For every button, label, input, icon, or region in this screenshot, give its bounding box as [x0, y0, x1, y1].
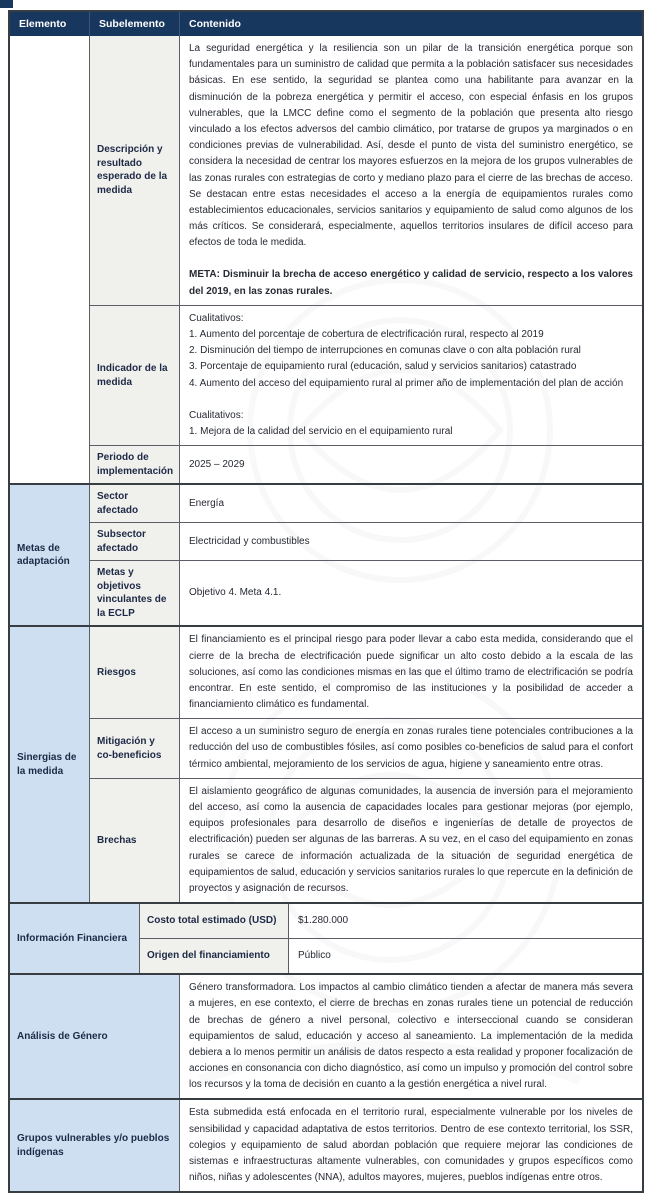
group-informacion-financiera — [10, 902, 642, 973]
row-costo-total — [140, 904, 642, 938]
subelement-subsector-label: Subsector afectado — [90, 523, 180, 560]
content-descripcion — [180, 36, 642, 305]
subelement-costo-label: Costo total estimado (USD) — [140, 904, 289, 938]
content-origen: Público — [298, 950, 331, 962]
content-brechas: El aislamiento geográfico de algunas comunidades, la ausencia de inversión para el mejoramiento del acceso, así como la ausencia de capacidades locales para gestionar mejoras (por ejemplo, equipos profesionales para desarrollo de diseños e ingenierías de detalle de proyectos de electrificación) pueden ser algunas de las barreras. A su vez, en el caso del equipamiento en zonas rurales se carece de información actualizada de la situación de seguridad energética de equipamientos de salud, educación y servicios sanitarios rurales lo que repercute en la definición de proyectos y asignación de recursos. — [189, 785, 633, 894]
row-subsector-afectado — [90, 522, 642, 560]
row-mitigacion — [90, 718, 642, 778]
subelement-brechas-label: Brechas — [90, 779, 180, 902]
row-brechas — [90, 778, 642, 902]
group-metas-adaptacion — [10, 483, 642, 625]
header-subelemento: Subelemento — [90, 12, 180, 36]
subelement-descripcion-label: Descripción y resultado esperado de la medida — [90, 36, 180, 305]
element-informacion-financiera: Información Financiera — [10, 904, 140, 973]
row-grupos-vulnerables — [180, 1100, 642, 1191]
content-sector: Energía — [189, 497, 225, 509]
table-header-row — [10, 12, 642, 36]
content-riesgos: El financiamiento es el principal riesgo para poder llevar a cabo esta medida, considerando que el cierre de la brecha de electrificación puede significar un alto costo debido a la escala de las soluciones, así como las condiciones mismas en las que el último tramo de electrificación se podría encontrar. En este sentido, el compromiso de las instituciones y la posibilidad de acceder a financiamiento climático es fundamental. — [189, 634, 633, 711]
row-metas-eclp — [90, 560, 642, 625]
element-cell-empty — [10, 36, 90, 483]
row-analisis-genero — [180, 975, 642, 1098]
descripcion-body: La seguridad energética y la resiliencia son un pilar de la transición energética porque son fundamentales para un suministro de calidad que permita a la población satisfacer sus necesidades básicas. En ese sentido, la seguridad se plantea como una habilitante para avanzar en la disminución de la pobreza energética y permitir el acceso, con especial énfasis en los grupos vulnerables, que la LMCC define como el segmento de la población que presenta alto riesgo vinculado a los efectos adversos del cambio climático, por tratarse de grupos ya marginados o en condiciones previas de vulnerabilidad. Así, desde el punto de vista del suministro energético, se considera la necesidad de centrar los mayores esfuerzos en la mejora de los grupos vulnerables de las zonas rurales con estrategias de corto y mediano plazo para el cierre de las brechas de acceso. Se destacan entre estas necesidades el acceso a la energía de equipamientos rurales como establecimientos educacionales, servicios sanitarios y equipamiento de salud como algunos de los más críticos. Se considerará, especialmente, aquellos territorios insulares de difícil acceso para efectos de toda le medida. — [189, 43, 633, 249]
measure-table — [8, 10, 644, 1193]
content-subsector: Electricidad y combustibles — [189, 535, 310, 547]
content-grupos-vulnerables: Esta submedida está enfocada en el territorio rural, especialmente vulnerable por los niveles de sensibilidad y capacidad adaptativa de estos territorios. Dentro de ese contexto territorial, los SSR, colegios y equipamiento de salud abordan población que requiere mejorar las condiciones de sistemas e infraestructuras altamente vulnerables, con comunidades y grupos específicos como niños, niñas y adolescentes (NNA), adultos mayores, mujeres, pueblos indígenas entre otros. — [189, 1107, 633, 1184]
subelement-sector-label: Sector afectado — [90, 485, 180, 522]
group-sinergias — [10, 625, 642, 902]
content-periodo: 2025 – 2029 — [189, 458, 245, 470]
row-periodo — [90, 445, 642, 483]
subelement-periodo-label: Periodo de implementación — [90, 446, 180, 483]
descripcion-meta: META: Disminuir la brecha de acceso energético y calidad de servicio, respecto a los valores del 2019, en las zonas rurales. — [189, 269, 633, 297]
content-mitigacion: El acceso a un suministro seguro de energía en zonas rurales tiene potenciales contribuciones a la reducción del uso de combustibles fósiles, así como posibles co-beneficios de salud para el confort térmico ambiental, mejoramiento de los servicios de agua, higiene y saneamiento entre otras. — [189, 726, 633, 770]
row-sector-afectado — [90, 485, 642, 522]
subelement-origen-label: Origen del financiamiento — [140, 939, 289, 973]
content-analisis-genero: Género transformadora. Los impactos al cambio climático tienden a afectar de manera más severa a mujeres, en ese contexto, el cierre de brechas en zonas rurales tiene un potencial de reducción de brechas de género a nivel personal, colectivo e interseccional cuando se consideran equipamientos de salud, educación y acceso al saneamiento. La implementación de la medida debiera a lo menos permitir un análisis de datos respecto a esta realidad y proponer focalización de acciones en consonancia con dicho diagnóstico, así como un impulso y promoción del control sobre los recursos y la toma de decisión en cuanto a la gestión energética a nivel rural. — [189, 982, 633, 1091]
header-elemento: Elemento — [10, 12, 90, 36]
subelement-riesgos-label: Riesgos — [90, 627, 180, 718]
content-indicador: Cualitativos: 1. Aumento del porcentaje de cobertura de electrificación rural, respecto al 2019 2. Disminución del tiempo de interrupciones en comunas clave o con alta población rural 3. Porcentaje de equipamiento rural (educación, salud y servicios sanitarios) catastrado 4. Aumento del acceso del equipamiento rural al primer año de implementación del plan de acción Cualitativos: 1. Mejora de la calidad del servicio en el equipamiento rural — [189, 312, 624, 438]
subelement-mitigacion-label: Mitigación y co-beneficios — [90, 719, 180, 778]
content-costo: $1.280.000 — [298, 915, 349, 927]
element-analisis-genero: Análisis de Género — [10, 975, 180, 1098]
row-indicador — [90, 305, 642, 446]
header-contenido: Contenido — [189, 18, 241, 30]
subelement-indicador-label: Indicador de la medida — [90, 306, 180, 446]
subelement-metas-eclp-label: Metas y objetivos vinculantes de la ECLP — [90, 561, 180, 625]
group-analisis-genero — [10, 973, 642, 1098]
element-metas-adaptacion: Metas de adaptación — [10, 485, 90, 625]
group-grupos-vulnerables — [10, 1098, 642, 1191]
element-grupos-vulnerables: Grupos vulnerables y/o pueblos indígenas — [10, 1100, 180, 1191]
content-metas-eclp: Objetivo 4. Meta 4.1. — [189, 587, 282, 599]
row-origen-financiamiento — [140, 938, 642, 973]
row-descripcion — [90, 36, 642, 305]
row-riesgos — [90, 627, 642, 718]
page-edge-fragment — [0, 0, 13, 8]
group-medida — [10, 36, 642, 483]
element-sinergias: Sinergias de la medida — [10, 627, 90, 902]
